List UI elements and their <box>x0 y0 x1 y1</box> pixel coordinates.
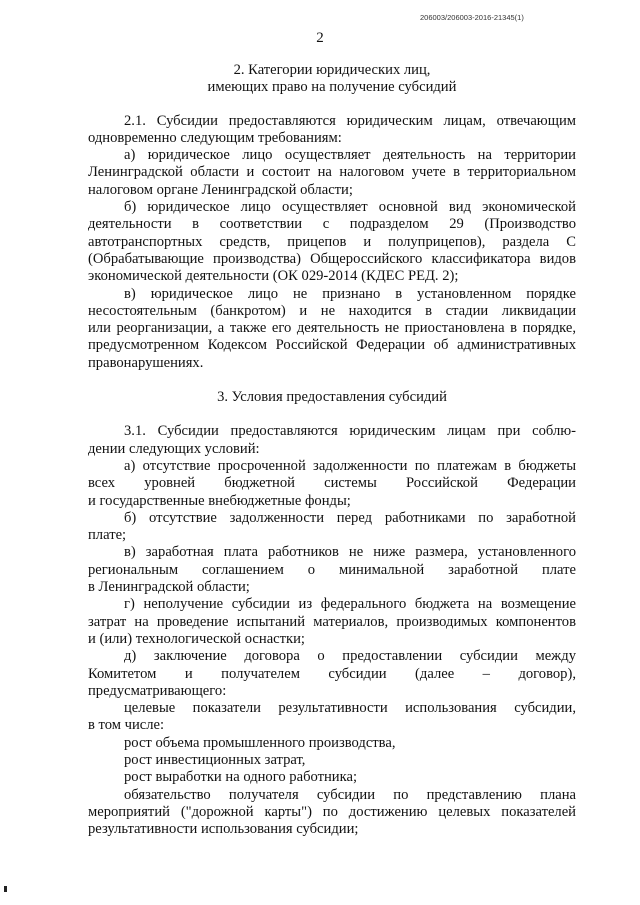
section-2-title-line-2: имеющих право на получение субсидий <box>207 79 457 96</box>
section-2-title-line-1: 2. Категории юридических лиц, <box>233 62 431 78</box>
text-line: несостоятельным (банкротом) и не находится в стадии ликвидации <box>88 302 576 319</box>
item-2-1-a <box>88 147 576 199</box>
text-line: в Ленинградской области; <box>88 579 250 596</box>
text-line: обязательство получателя субсидии по представлению плана <box>124 786 576 803</box>
list-item: рост выработки на одного работника; <box>124 769 358 786</box>
text-line: и государственные внебюджетные фонды; <box>88 492 351 509</box>
text-line: затрат на проведение испытаний материалов, производимых компонентов <box>88 613 576 630</box>
text-line: в) заработная плата работников не ниже размера, установленного <box>124 544 576 561</box>
item-3-1-g <box>88 596 576 648</box>
target-indicators <box>88 700 576 786</box>
text-line: д) заключение договора о предоставлении субсидии между <box>124 648 576 665</box>
text-line: (Обрабатывающие производства) Общероссийского классификатора видов <box>88 250 576 267</box>
text-line: правонарушениях. <box>88 354 204 371</box>
text-line: налоговом органе Ленинградской области; <box>88 181 353 198</box>
text-line: предусматривающего: <box>88 682 227 699</box>
document-code: 206003/206003-2016-21345(1) <box>420 13 524 22</box>
obligation-paragraph <box>88 787 576 839</box>
text-line: Комитетом и получателем субсидии (далее – договор), <box>88 665 576 682</box>
text-line: экономической деятельности (ОК 029-2014 (КДЕС РЕД. 2); <box>88 268 459 285</box>
text-line: б) отсутствие задолженности перед работниками по заработной <box>124 509 576 526</box>
text-line: а) юридическое лицо осуществляет деятельность на территории <box>124 147 576 164</box>
section-2-title <box>88 62 576 97</box>
section-3-title: 3. Условия предоставления субсидий <box>217 389 447 406</box>
text-line: всех уровней бюджетной системы Российской Федерации <box>88 475 576 492</box>
text-line: в том числе: <box>88 717 165 734</box>
text-line: и (или) технологической оснастки; <box>88 630 305 647</box>
item-3-1-a <box>88 458 576 510</box>
text-line: предусмотренном Кодексом Российской Федерации об административных <box>88 337 576 354</box>
text-line: мероприятий ("дорожной карты") по достижению целевых показателей <box>88 803 576 820</box>
text-line: а) отсутствие просроченной задолженности по платежам в бюджеты <box>124 457 576 474</box>
list-item: рост инвестиционных затрат, <box>124 751 306 768</box>
item-3-1-d <box>88 648 576 700</box>
item-3-1-v <box>88 544 576 596</box>
text-line: г) неполучение субсидии из федерального бюджета на возмещение <box>124 596 576 613</box>
paragraph-2-1 <box>88 113 576 148</box>
document-body <box>88 62 576 838</box>
scan-mark <box>4 886 7 892</box>
item-3-1-b <box>88 510 576 545</box>
item-2-1-v <box>88 286 576 372</box>
text-line: результативности использования субсидии; <box>88 821 359 838</box>
text-line: в) юридическое лицо не признано в установленном порядке <box>124 285 576 302</box>
text-line: б) юридическое лицо осуществляет основной вид экономической <box>124 199 576 216</box>
page-number: 2 <box>316 30 324 46</box>
text-line: 3.1. Субсидии предоставляются юридическим лицам при соблю- <box>124 423 576 440</box>
text-line: или реорганизации, а также его деятельность не приостановлена в порядке, <box>88 320 576 337</box>
text-line: плате; <box>88 527 127 544</box>
text-line: одновременно следующим требованиям: <box>88 129 342 146</box>
text-line: 2.1. Субсидии предоставляются юридическим лицам, отвечающим <box>124 112 576 129</box>
paragraph-3-1 <box>88 423 576 458</box>
text-line: Ленинградской области и состоит на налоговом учете в территориальном <box>88 164 576 181</box>
text-line: целевые показатели результативности использования субсидии, <box>124 700 576 717</box>
text-line: автотранспортных средств, прицепов и полуприцепов), раздела С <box>88 233 576 250</box>
text-line: дении следующих условий: <box>88 440 260 457</box>
item-2-1-b <box>88 199 576 285</box>
text-line: деятельности в соответствии с подразделом 29 (Производство <box>88 216 576 233</box>
list-item: рост объема промышленного производства, <box>124 734 396 751</box>
text-line: региональным соглашением о минимальной заработной плате <box>88 561 576 578</box>
